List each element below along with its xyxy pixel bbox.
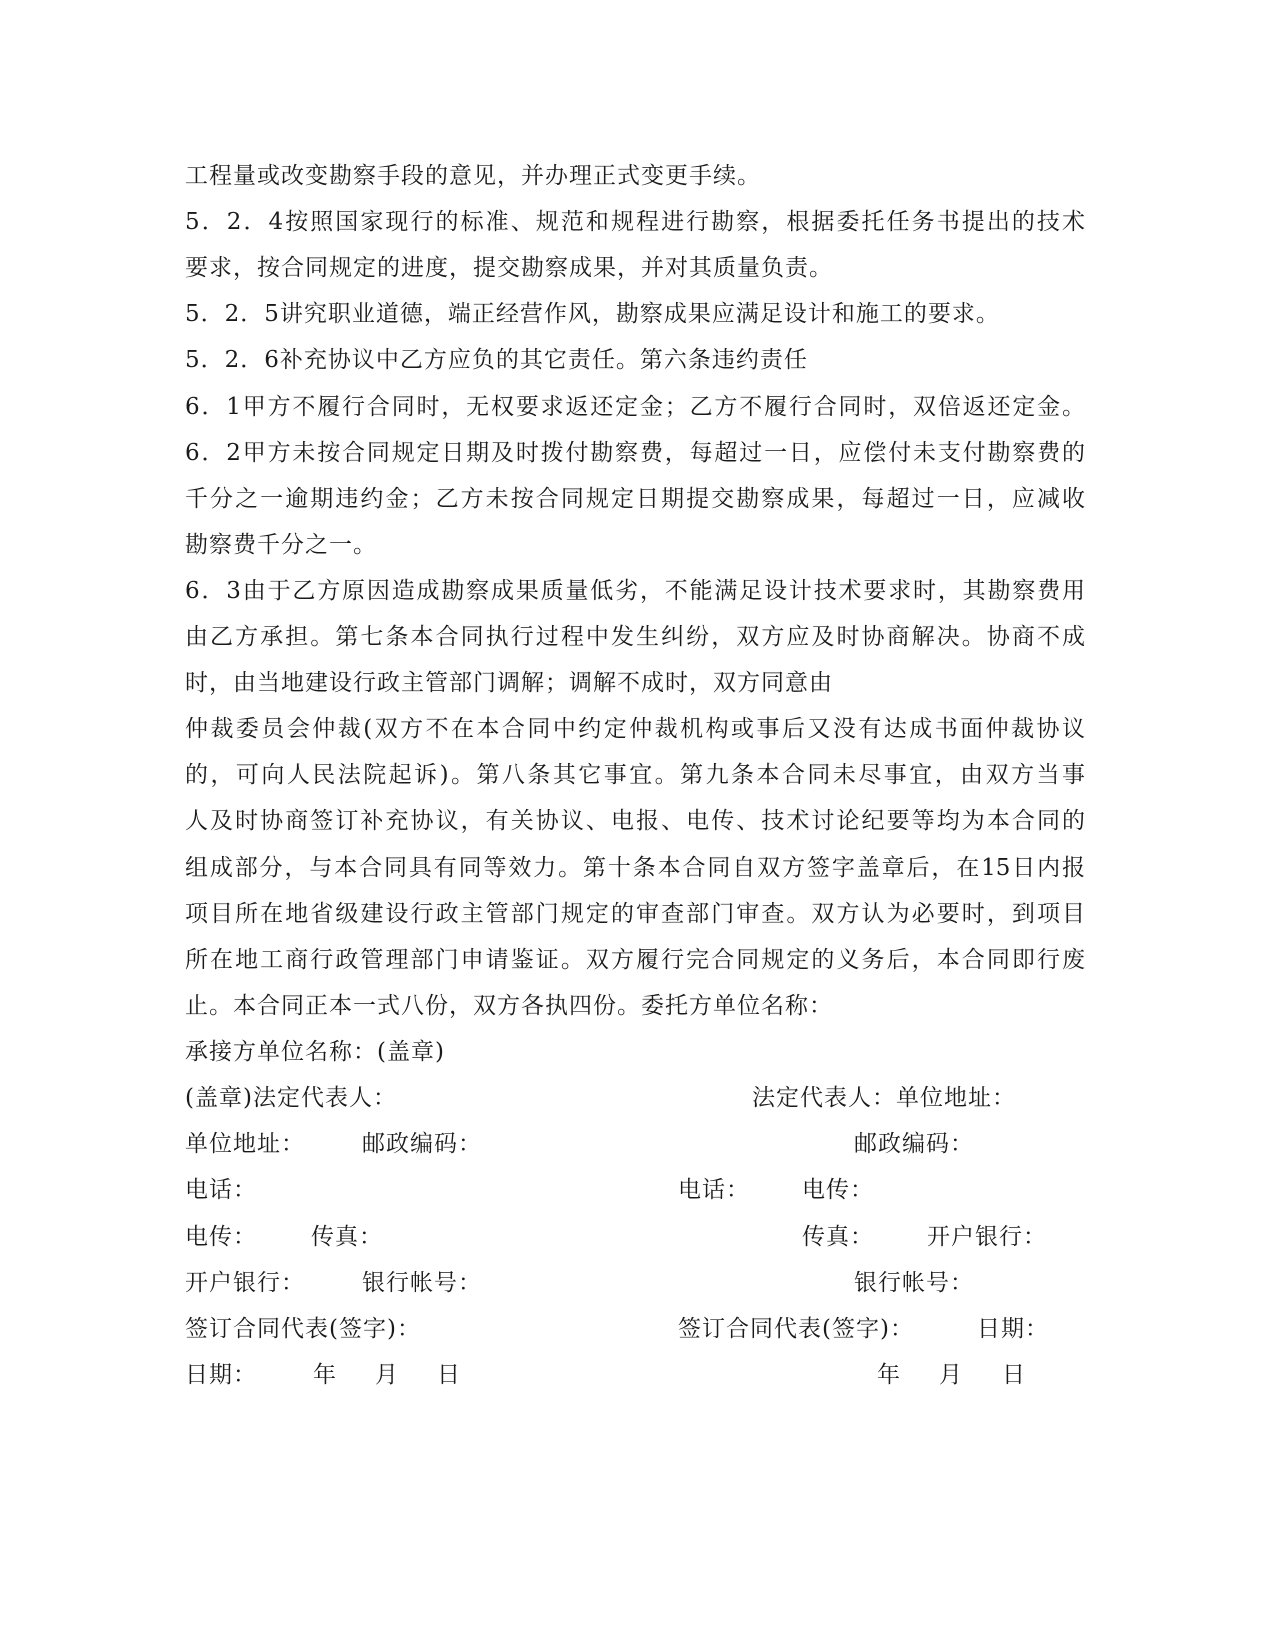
phone-label-contractor: 电话： <box>678 1177 750 1203</box>
month-label-contractor: 月 <box>939 1362 963 1388</box>
body-line: 6．1甲方不履行合同时，无权要求返还定金；乙方不履行合同时，双倍返还定金。 <box>185 394 1085 420</box>
body-line: 要求，按合同规定的进度，提交勘察成果，并对其质量负责。 <box>185 255 833 281</box>
postcode-label-client: 邮政编码： <box>362 1131 482 1157</box>
body-line: 仲裁委员会仲裁(双方不在本合同中约定仲裁机构或事后又没有达成书面仲裁协议 <box>185 716 1085 742</box>
body-line: 千分之一逾期违约金；乙方未按合同规定日期提交勘察成果，每超过一日，应减收 <box>185 486 1085 512</box>
year-label-contractor: 年 <box>877 1362 901 1388</box>
body-line: 6．3由于乙方原因造成勘察成果质量低劣，不能满足设计技术要求时，其勘察费用 <box>185 578 1085 604</box>
body-line: 5．2．5讲究职业道德，端正经营作风，勘察成果应满足设计和施工的要求。 <box>185 301 1000 327</box>
body-line: 工程量或改变勘察手段的意见，并办理正式变更手续。 <box>185 163 761 189</box>
year-label-client: 年 <box>313 1362 337 1388</box>
body-line: 由乙方承担。第七条本合同执行过程中发生纠纷，双方应及时协商解决。协商不成 <box>185 624 1085 650</box>
body-line: 组成部分，与本合同具有同等效力。第十条本合同自双方签字盖章后，在15日内报 <box>185 855 1085 881</box>
bank-label-client: 开户银行： <box>185 1270 305 1296</box>
body-line: 所在地工商行政管理部门申请鉴证。双方履行完合同规定的义务后，本合同即行废 <box>185 947 1085 973</box>
body-line: 承接方单位名称：(盖章) <box>185 1039 445 1065</box>
phone-label-client: 电话： <box>185 1177 257 1203</box>
date-label-client: 日期： <box>185 1362 257 1388</box>
body-line: 6．2甲方未按合同规定日期及时拨付勘察费，每超过一日，应偿付未支付勘察费的 <box>185 440 1085 466</box>
legal-rep-label-client: (盖章)法定代表人： <box>185 1085 397 1111</box>
body-line: 项目所在地省级建设行政主管部门规定的审查部门审查。双方认为必要时，到项目 <box>185 901 1085 927</box>
body-line: 的，可向人民法院起诉)。第八条其它事宜。第九条本合同未尽事宜，由双方当事 <box>185 762 1085 788</box>
body-line: 5．2．4按照国家现行的标准、规范和规程进行勘察，根据委托任务书提出的技术 <box>185 209 1085 235</box>
account-label-contractor: 银行帐号： <box>854 1270 974 1296</box>
fax-label-client: 传真： <box>311 1224 383 1250</box>
telex-label-client: 电传： <box>185 1224 257 1250</box>
legal-rep-address-label-contractor: 法定代表人：单位地址： <box>752 1085 1016 1111</box>
body-line: 止。本合同正本一式八份，双方各执四份。委托方单位名称： <box>185 993 833 1019</box>
body-line: 5．2．6补充协议中乙方应负的其它责任。第六条违约责任 <box>185 347 808 373</box>
account-label-client: 银行帐号： <box>362 1270 482 1296</box>
address-label-client: 单位地址： <box>185 1131 305 1157</box>
month-label-client: 月 <box>375 1362 399 1388</box>
day-label-contractor: 日 <box>1002 1362 1026 1388</box>
signatory-label-contractor: 签订合同代表(签字)： <box>678 1316 914 1342</box>
postcode-label-contractor: 邮政编码： <box>854 1131 974 1157</box>
body-line: 勘察费千分之一。 <box>185 532 377 558</box>
signatory-label-client: 签订合同代表(签字)： <box>185 1316 421 1342</box>
day-label-client: 日 <box>437 1362 461 1388</box>
fax-label-contractor: 传真： <box>802 1224 874 1250</box>
telex-label-contractor: 电传： <box>802 1177 874 1203</box>
body-line: 人及时协商签订补充协议，有关协议、电报、电传、技术讨论纪要等均为本合同的 <box>185 808 1085 834</box>
date-label-contractor: 日期： <box>977 1316 1049 1342</box>
bank-label-contractor: 开户银行： <box>927 1224 1047 1250</box>
body-line: 时，由当地建设行政主管部门调解；调解不成时，双方同意由 <box>185 670 833 696</box>
